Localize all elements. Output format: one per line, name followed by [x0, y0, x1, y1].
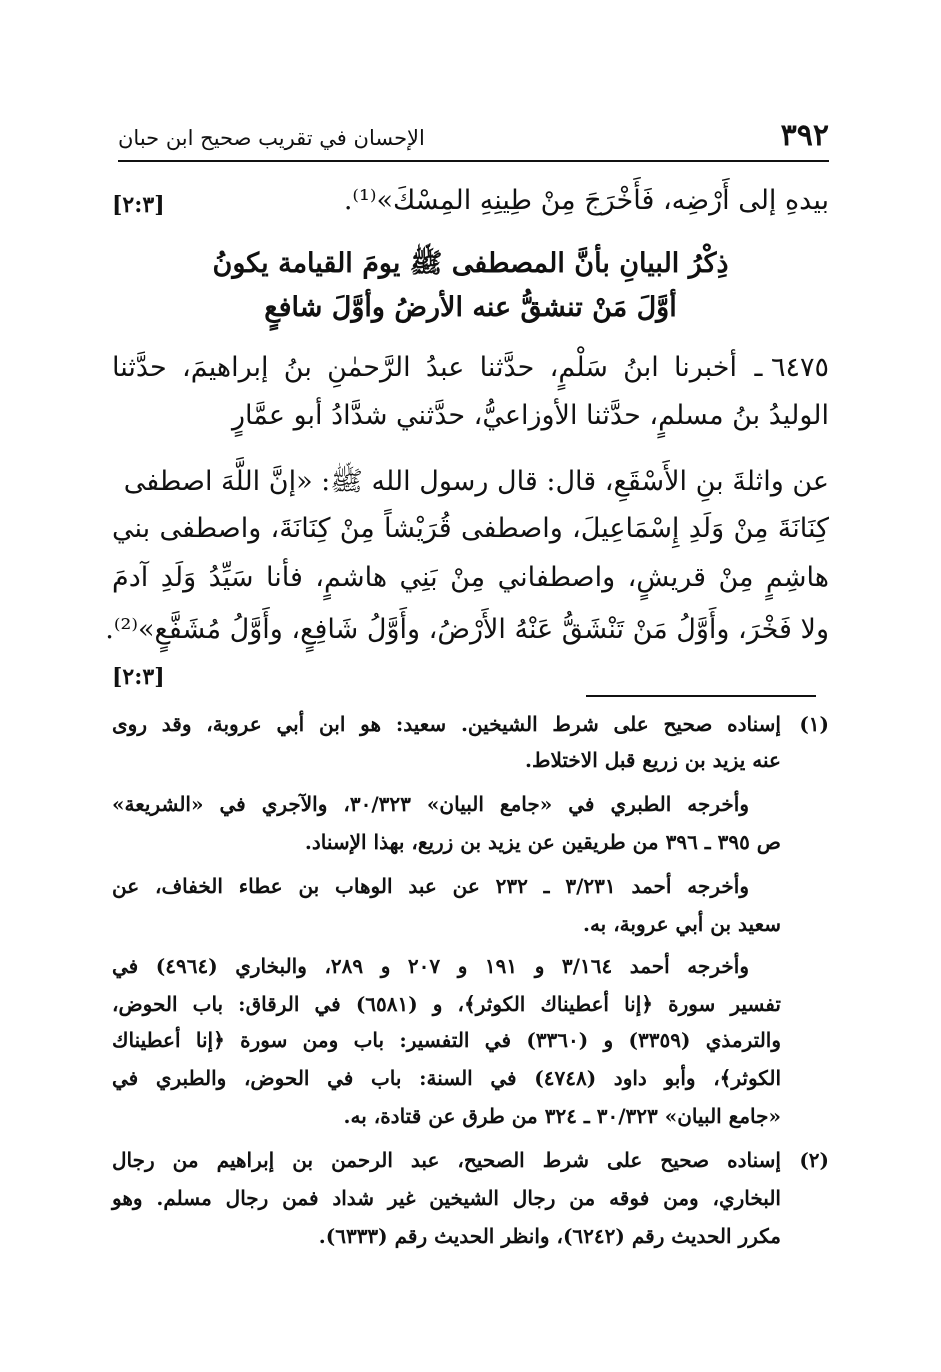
footnote-line: ص ٣٩٥ ـ ٣٩٦ من طريقين عن يزيد بن زريع، بهذا الإسناد.: [304, 830, 781, 854]
footnote-line: البخاري، ومن فوقه من رجال الشيخين غير شداد فمن رجال مسلم. وهو: [112, 1186, 781, 1210]
footnote-line: والترمذي (٣٣٥٩) و (٣٣٦٠) في التفسير: باب ومن سورة ﴿إنا أعطيناك: [112, 1028, 782, 1052]
section-heading-line-1: ذِكْرُ البيانِ بأنَّ المصطفى ﷺ يومَ القيامة يكونُ: [212, 248, 729, 279]
footnote-line: وأخرجه أحمد ٣/١٦٤ و ١٩١ و ٢٠٧ و ٢٨٩، والبخاري (٤٩٦٤) في: [112, 954, 749, 978]
intro-line: بيدهِ إلى أَرْضِه، فَأَخْرَجَ مِنْ طِينِهِ المِسْكَ»⁽¹⁾.: [343, 185, 829, 216]
hadith-number: ٦٤٧٥ ـ: [754, 352, 829, 383]
running-header: [118, 118, 829, 162]
matn-reference: [٢:٣]: [112, 664, 165, 690]
section-heading-line-2: أوَّلَ مَنْ تنشقُّ عنه الأرضُ وأوَّلَ شافعٍ: [264, 292, 677, 323]
footnote-line: وأخرجه الطبري في «جامع البيان» ٣٠/٣٢٣، والآجري في «الشريعة»: [112, 792, 749, 816]
matn-line-4: ولا فَخْرَ، وأَوَّلُ مَنْ تَنْشَقُّ عَنْهُ الأَرْضُ، وأَوَّلُ شَافِعٍ، وأَوَّلُ مُشَفَّعٍ»⁽²⁾.: [105, 614, 829, 645]
isnad-line-1: أخبرنا ابنُ سَلْمٍ، حدَّثنا عبدُ الرَّحمٰنِ بنُ إبراهيمَ، حدَّثنا: [112, 352, 737, 383]
page-number: ٣٩٢: [780, 118, 829, 153]
footnote-line: تفسير سورة ﴿إنا أعطيناك الكوثر﴾، و (٦٥٨١) في الرقاق: باب الحوض،: [112, 992, 781, 1016]
footnote-line: عنه يزيد بن زريع قبل الاختلاط.: [525, 748, 781, 772]
matn-line-2: كِنَانَةَ مِنْ وَلَدِ إِسْمَاعِيلَ، واصطفى قُرَيْشاً مِنْ كِنَانَةَ، واصطفى بني: [112, 513, 829, 544]
footnote-line: إسناده صحيح على شرط الصحيح، عبد الرحمن بن إبراهيم من رجال: [112, 1148, 781, 1172]
footnote-line: وأخرجه أحمد ٣/٢٣١ ـ ٢٣٢ عن عبد الوهاب بن عطاء الخفاف، عن: [112, 874, 749, 898]
matn-line-1: عن واثلةَ بنِ الأَسْقَعِ، قال: قال رسول الله ﷺ: «إنَّ اللَّهَ اصطفى: [123, 466, 829, 497]
footnote-divider: [586, 695, 816, 697]
footnote-number: (٢): [799, 1148, 829, 1172]
isnad-line-2: الوليدُ بنُ مسلمٍ، حدَّثنا الأوزاعيُّ، حدَّثني شدَّادُ أبو عمَّارٍ: [232, 400, 829, 431]
footnote-number: (١): [799, 712, 829, 736]
matn-line-3: هاشِمٍ مِنْ قريشٍ، واصطفاني مِنْ بَنِي هاشمٍ، فأنا سَيِّدُ وَلَدِ آدمَ: [112, 562, 829, 593]
intro-reference: [٢:٣]: [112, 192, 165, 218]
footnote-line: سعيد بن أبي عروبة، به.: [583, 912, 781, 936]
book-title: الإحسان في تقريب صحيح ابن حبان: [118, 126, 425, 150]
footnote-line: «جامع البيان» ٣٠/٣٢٣ ـ ٣٢٤ من طرق عن قتادة، به.: [343, 1104, 781, 1128]
footnote-line: الكوثر﴾، وأبو داود (٤٧٤٨) في السنة: باب في الحوض، والطبري في: [112, 1066, 782, 1090]
footnote-line: إسناده صحيح على شرط الشيخين. سعيد: هو ابن أبي عروبة، وقد روى: [112, 712, 781, 736]
footnote-line: مكرر الحديث رقم (٦٢٤٢)، وانظر الحديث رقم (٦٣٣٣).: [318, 1224, 781, 1248]
